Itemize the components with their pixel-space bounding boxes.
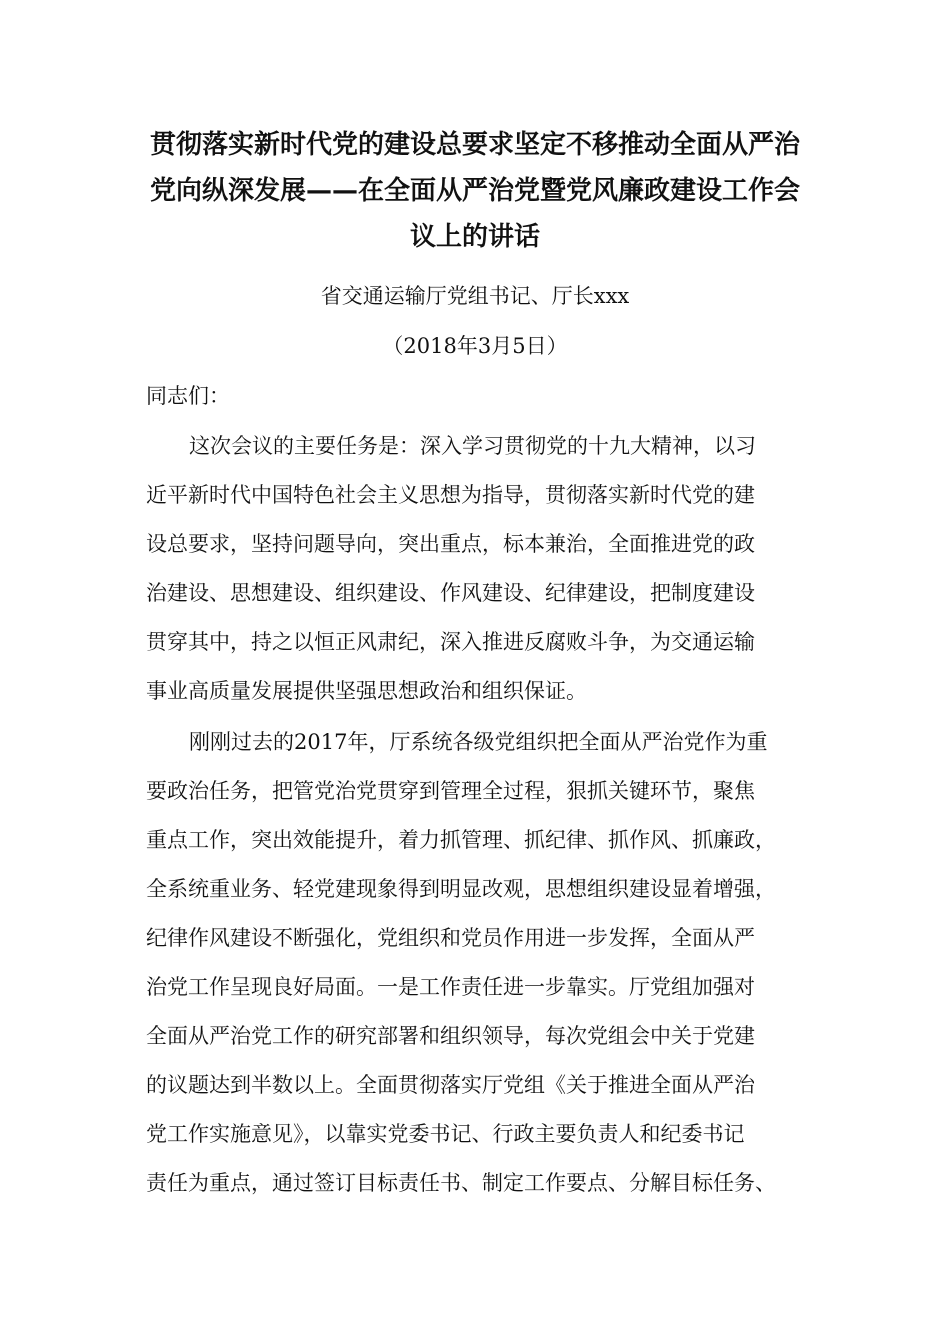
paragraph-line: 事业高质量发展提供坚强思想政治和组织保证。 (146, 679, 587, 703)
paragraph-line: 责任为重点，通过签订目标责任书、制定工作要点、分解目标任务、 (146, 1171, 776, 1195)
paragraph-line: 的议题达到半数以上。全面贯彻落实厅党组《关于推进全面从严治 (146, 1073, 755, 1097)
paragraph-line: 近平新时代中国特色社会主义思想为指导，贯彻落实新时代党的建 (146, 483, 755, 507)
title-line: 党向纵深发展——在全面从严治党暨党风廉政建设工作会 (149, 176, 800, 206)
paragraph-line: 贯穿其中，持之以恒正风肃纪，深入推进反腐败斗争，为交通运输 (146, 630, 755, 654)
paragraph-line: 这次会议的主要任务是：深入学习贯彻党的十九大精神，以习 (189, 434, 756, 458)
body-paragraph (146, 431, 826, 725)
paragraph-line: 党工作实施意见》，以靠实党委书记、行政主要负责人和纪委书记 (146, 1122, 745, 1146)
greeting: 同志们： (146, 384, 230, 408)
body-paragraph (146, 727, 826, 1217)
paragraph-line: 纪律作风建设不断强化，党组织和党员作用进一步发挥，全面从严 (146, 926, 755, 950)
paragraph-line: 治党工作呈现良好局面。一是工作责任进一步靠实。厅党组加强对 (146, 975, 755, 999)
title-line: 贯彻落实新时代党的建设总要求坚定不移推动全面从严治 (149, 130, 800, 160)
author-line: 省交通运输厅党组书记、厅长xxx (320, 284, 630, 308)
paragraph-line: 设总要求，坚持问题导向，突出重点，标本兼治，全面推进党的政 (146, 532, 755, 556)
paragraph-line: 重点工作，突出效能提升，着力抓管理、抓纪律、抓作风、抓廉政， (146, 828, 776, 852)
document-title (130, 122, 820, 260)
date-line: （2018年3月5日） (382, 334, 568, 358)
paragraph-line: 刚刚过去的2017年，厅系统各级党组织把全面从严治党作为重 (189, 730, 768, 754)
title-line: 议上的讲话 (409, 222, 540, 252)
paragraph-line: 要政治任务，把管党治党贯穿到管理全过程，狠抓关键环节，聚焦 (146, 779, 755, 803)
paragraph-line: 全系统重业务、轻党建现象得到明显改观，思想组织建设显着增强， (146, 877, 776, 901)
paragraph-line: 治建设、思想建设、组织建设、作风建设、纪律建设，把制度建设 (146, 581, 755, 605)
paragraph-line: 全面从严治党工作的研究部署和组织领导，每次党组会中关于党建 (146, 1024, 755, 1048)
